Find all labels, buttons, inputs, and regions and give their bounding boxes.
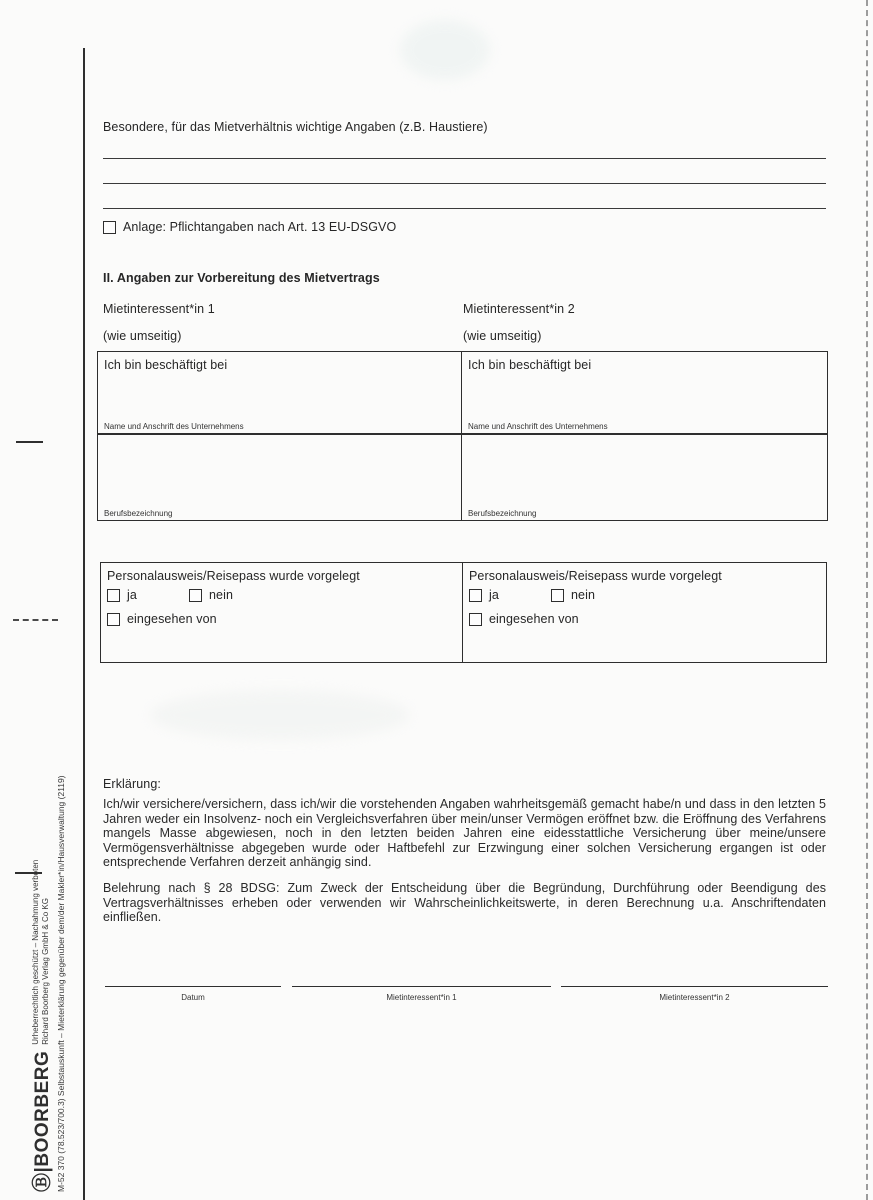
blank-line-2[interactable] [103,183,826,184]
copyright-line-2: Richard Boorberg Verlag GmbH & Co KG [40,898,50,1045]
job-label-2: Berufsbezeichnung [468,509,537,518]
tenant-1-subheader: (wie umseitig) [103,329,182,343]
blank-line-3[interactable] [103,208,826,209]
attachment-checkbox[interactable] [103,221,116,234]
blank-line-1[interactable] [103,158,826,159]
id-inspected-checkbox-2[interactable] [469,613,482,626]
boorberg-logo-mark: Ⓑ [32,1172,53,1192]
tenant-1-header: Mietinteressent*in 1 [103,302,215,316]
registration-mark [13,619,58,621]
boorberg-logo-text: BOORBERG [32,1050,53,1167]
publisher-imprint [27,684,66,1192]
page-right-perforation [866,0,868,1200]
section-2-heading: II. Angaben zur Vorbereitung des Mietvertrags [103,271,380,285]
copyright-note [31,860,50,1045]
tenant-1-signature-label: Mietinteressent*in 1 [386,993,457,1002]
employed-label-1: Ich bin beschäftigt bei [104,358,228,372]
id-inspected-checkbox-1[interactable] [107,613,120,626]
tenant-2-signature-line[interactable] [561,986,828,1005]
copyright-line-1: Urheberrechtlich geschützt – Nachahmung verboten [31,859,40,1045]
id-check-title-2: Personalausweis/Reisepass wurde vorgelegt [469,569,722,583]
id-yes-label-1: ja [127,588,137,602]
declaration-body: Ich/wir versichere/versichern, dass ich/wir die vorstehenden Angaben wahrheitsgemäß gemacht habe/n und dass in den letzten 5 Jahren weder ein Insolvenz- noch ein Vergleichsverfahren über mein/unser Vermögen eröffnet bzw. die Eröffnung des Verfahrens mangels Masse abgewiesen, noch in den letzten beiden Jahren eine eidesstattliche Versicherung über meine/unsere Vermögensverhältnisse abgegeben wurde oder Haftbefehl zur Erzwingung einer solchen Versicherung ergangen ist oder entsprechende Verfahren derzeit anhängig sind. [103,797,826,869]
registration-mark [16,441,43,443]
id-no-checkbox-1[interactable] [189,589,202,602]
date-label: Datum [181,993,205,1002]
bdsg-notice: Belehrung nach § 28 BDSG: Zum Zweck der Entscheidung über die Begründung, Durchführung oder Beendigung des Vertragsverhältnisses erheben oder verwenden wir Wahrscheinlichkeitswerte, in deren Berechnung u.a. Anschriftendaten einfließen. [103,881,826,924]
employer-field-tenant-1[interactable] [98,352,461,435]
form-number: M-52 370 (78.523/700.3) Selbstauskunft – Mieterklärung gegenüber dem/der Makler*in/Hausverwaltung (2119) [56,775,66,1192]
id-yes-checkbox-2[interactable] [469,589,482,602]
id-inspected-label-2: eingesehen von [489,612,579,626]
id-no-checkbox-2[interactable] [551,589,564,602]
attachment-checkbox-label: Anlage: Pflichtangaben nach Art. 13 EU-DSGVO [123,220,397,234]
tenant-1-signature-line[interactable] [292,986,551,1005]
scan-smudge [150,690,410,740]
id-no-label-2: nein [571,588,596,602]
scan-smudge [400,20,490,80]
employed-label-2: Ich bin beschäftigt bei [468,358,592,372]
declaration-heading: Erklärung: [103,777,161,791]
date-signature-line[interactable] [105,986,281,1005]
id-check-title-1: Personalausweis/Reisepass wurde vorgelegt [107,569,360,583]
id-inspected-label-1: eingesehen von [127,612,217,626]
id-no-label-1: nein [209,588,234,602]
tenant-2-header: Mietinteressent*in 2 [463,302,575,316]
page-left-border [83,48,85,1200]
job-title-field-tenant-2[interactable] [462,435,827,520]
tenant-2-signature-label: Mietinteressent*in 2 [659,993,730,1002]
id-yes-label-2: ja [489,588,499,602]
id-check-table [100,562,827,663]
company-label-1: Name und Anschrift des Unternehmens [104,422,244,431]
job-title-field-tenant-1[interactable] [98,435,461,520]
employer-field-tenant-2[interactable] [462,352,827,435]
id-yes-checkbox-1[interactable] [107,589,120,602]
boorberg-logo [27,1051,54,1192]
boorberg-logo-separator: | [32,1166,53,1173]
job-label-1: Berufsbezeichnung [104,509,173,518]
employment-table [97,351,828,521]
tenant-2-subheader: (wie umseitig) [463,329,542,343]
special-info-label: Besondere, für das Mietverhältnis wichtige Angaben (z.B. Haustiere) [103,120,488,134]
company-label-2: Name und Anschrift des Unternehmens [468,422,608,431]
